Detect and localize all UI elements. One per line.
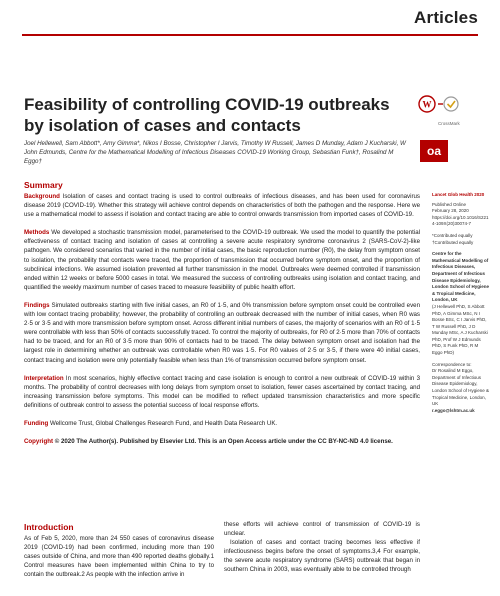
correspondence-label: Correspondence to: xyxy=(432,361,472,367)
funding-text: Wellcome Trust, Global Challenges Research Fund, and Health Data Research UK. xyxy=(49,419,278,427)
affiliation-people: (J Hellewell PhD, S Abbott PhD, A Gimma MSc, N I Bosse BSc, C I Jarvis PhD, T W Russell PhD, J D Munday MSc, A J Kucharski PhD, Prof W J Edmunds PhD, S Funk PhD, R M Eggo PhD) xyxy=(432,303,488,356)
correspondence-text: Dr Rosalind M Eggo, Department of Infectious Disease Epidemiology, London School of Hygiene & Tropical Medicine, London, UK xyxy=(432,368,490,407)
section-label: Articles xyxy=(414,8,478,27)
doi-link[interactable]: https://doi.org/10.1016/S2214-109X(20)30074-7 xyxy=(432,214,489,227)
introduction-column-1: As of Feb 5, 2020, more than 24 550 cases of coronavirus disease 2019 (COVID-19) had been confirmed, including more than 190 cases outside of China, and more than 490 reported deaths globally.1 Control measures have been implemented within China to try to contain the outbreak.2 As people with the infection arrive in xyxy=(24,535,214,578)
background-label: Background xyxy=(24,193,60,200)
funding-paragraph xyxy=(24,419,420,428)
methods-label: Methods xyxy=(24,229,50,237)
crossmark-caption: CrossMark xyxy=(438,121,460,126)
copyright-paragraph xyxy=(24,437,420,446)
interpretation-text: In most scenarios, highly effective contact tracing and case isolation is enough to control a new outbreak of COVID-19 within 3 months. The probability of control decreases with long delays from symptom onset to isolation, fewer cases ascertained by contact tracing, and increasing transmission before symptoms. This model can be modified to reflect updated transmission characteristics and more specific definitions of outbreak control to assess the potential success of local response efforts. xyxy=(24,374,420,409)
footnote-equal-2: †Contributed equally xyxy=(432,239,474,245)
funding-label: Funding xyxy=(24,419,49,427)
findings-paragraph xyxy=(24,301,420,365)
svg-text:W: W xyxy=(422,99,432,110)
findings-label: Findings xyxy=(24,301,50,309)
introduction-col2-paragraph-2: Isolation of cases and contact tracing becomes less effective if infectiousness begins before the onset of symptoms.3,4 For example, the severe acute respiratory syndrome (SARS) outbreak that began in southern China in 2003, was eventually able to be controlled through xyxy=(224,539,420,573)
affiliation-title: Centre for the Mathematical Modelling of Infectious Diseases, Department of Infectious Disease Epidemiology, London School of Hygiene & Tropical Medicine, London, UK xyxy=(432,251,489,303)
interpretation-label: Interpretation xyxy=(24,374,64,382)
introduction-column-2 xyxy=(224,520,420,574)
copyright-text: © 2020 The Author(s). Published by Elsevier Ltd. This is an Open Access article under the CC BY-NC-ND 4.0 license. xyxy=(54,438,393,446)
article-title: Feasibility of controlling COVID-19 outbreaks by isolation of cases and contacts xyxy=(24,95,390,135)
summary-body xyxy=(24,192,420,455)
introduction-heading: Introduction xyxy=(24,522,74,532)
published-date: February 28, 2020 xyxy=(432,208,469,214)
open-access-logo: oa xyxy=(420,140,448,162)
methods-paragraph xyxy=(24,228,420,292)
correspondence-email[interactable]: r.eggo@lshtm.ac.uk xyxy=(432,407,475,413)
published-label: Published Online xyxy=(432,201,467,207)
findings-text: Simulated outbreaks starting with five initial cases, an R0 of 1·5, and 0% transmission before symptom onset could be controlled even with low contact tracing probability; however, the probability of controlling an outbreak decreased with the number of initial cases, when R0 was 2·5 or 3·5 and with more transmission before symptom onset. Across different initial numbers of cases, the majority of scenarios with an R0 of 1·5 were controllable with less than 50% of contacts successfully traced. To control the majority of outbreaks, for R0 of 2·5 more than 70% of contacts had to be traced, and for an R0 of 3·5 more than 90% of contacts had to be traced. The delay between symptom onset and isolation had the largest role in determining whether an outbreak was controllable when R0 was 1·5. For R0 values of 2·5 or 3·5, if there were 40 initial cases, contact tracing and isolation were only potentially feasible when less than 1% of transmission occurred before symptom onset. xyxy=(24,301,420,364)
methods-text: We developed a stochastic transmission model, parameterised to the COVID-19 outbreak. We used the model to quantify the potential effectiveness of contact tracing and isolation of cases at controlling a severe acute respiratory syndrome coronavirus 2 (SARS-CoV-2)-like pathogen. We considered scenarios that varied in the number of initial cases, the basic reproduction number (R0), the delay from symptom onset to isolation, the probability that contacts were traced, the proportion of transmission that occurred before symptom onset, and the proportion of subclinical infections. We assumed isolation prevented all further transmission in the model. Outbreaks were deemed controlled if transmission ended within 12 weeks or before 5000 cases in total. We measured the success of controlling outbreaks using isolation and contact tracing, and quantified the weekly maximum number of cases traced to measure feasibility of public health effort. xyxy=(24,229,420,291)
article-sidebar xyxy=(432,192,490,419)
summary-heading: Summary xyxy=(24,180,63,190)
header-rule xyxy=(22,34,478,36)
background-text: Isolation of cases and contact tracing is used to control outbreaks of infectious diseases, and has been used for coronavirus disease 2019 (COVID-19). Whether this strategy will achieve control depends on characteristics of both the pathogen and the response. Here we use a mathematical model to assess if isolation and contact tracing are able to control onwards transmission from imported cases of COVID-19. xyxy=(24,193,420,219)
footnote-equal-1: *Contributed equally xyxy=(432,232,473,238)
interpretation-paragraph xyxy=(24,374,420,410)
background-paragraph xyxy=(24,192,420,219)
copyright-label: Copyright xyxy=(24,438,53,446)
author-list: Joel Hellewell, Sam Abbott*, Amy Gimma*, Nikos I Bosse, Christopher I Jarvis, Timothy W Russell, James D Munday, Adam J Kucharski, W John Edmunds, Centre for the Mathematical Modelling of Infectious Diseases COVID-19 Working Group, Sebastian Funk†, Rosalind M Eggo† xyxy=(24,140,406,165)
journal-citation: Lancet Glob Health 2020 xyxy=(432,192,485,197)
introduction-col2-paragraph-1: these efforts will achieve control of transmission of COVID-19 is unclear. xyxy=(224,521,420,537)
lancet-crossmark-logo[interactable] xyxy=(418,95,472,121)
